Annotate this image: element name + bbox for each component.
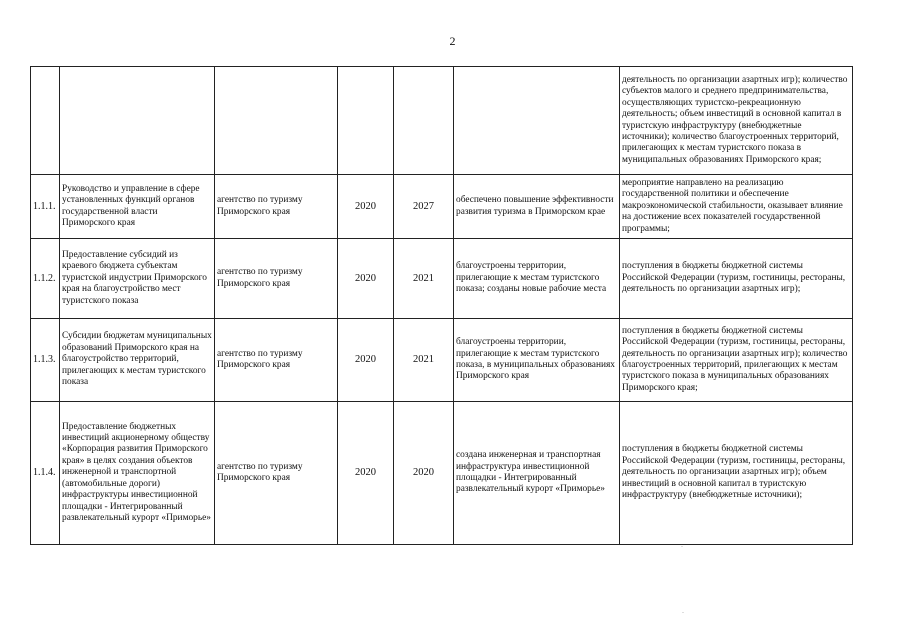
expected-result: обеспечено повышение эффективности развития туризма в Приморском крае bbox=[454, 175, 620, 239]
row-number: 1.1.2. bbox=[31, 239, 60, 319]
start-year: 2020 bbox=[338, 319, 394, 402]
table-row bbox=[31, 67, 853, 175]
row-number: 1.1.3. bbox=[31, 319, 60, 402]
expected-result: благоустроены территории, прилегающие к местам туристского показа, в муниципальных образованиях Приморского края bbox=[454, 319, 620, 402]
end-year: 2027 bbox=[394, 175, 454, 239]
expected-result: благоустроены территории, прилегающие к местам туристского показа; созданы новые рабочие места bbox=[454, 239, 620, 319]
measure-name: Руководство и управление в сфере установленных функций органов государственной власти Приморского края bbox=[60, 175, 215, 239]
scan-speck: . bbox=[681, 540, 683, 549]
indicator-link: мероприятие направлено на реализацию государственной политики и обеспечение макроэкономической стабильности, оказывает влияние на достижение всех показателей государственной программы; bbox=[620, 175, 853, 239]
expected-result: создана инженерная и транспортная инфраструктура инвестиционной площадки - Интегрированный развлекательный курорт «Приморье» bbox=[454, 402, 620, 545]
expected-result bbox=[454, 67, 620, 175]
indicator-link: деятельность по организации азартных игр); количество субъектов малого и среднего предпринимательства, осуществляющих туристско-рекреационную деятельность; объем инвестиций в основной капитал в туристскую инфраструктуру (внебюджетные источники); количество благоустроенных территорий, прилегающих к местам туристского показа в муниципальных образованиях Приморского края; bbox=[620, 67, 853, 175]
end-year: 2021 bbox=[394, 239, 454, 319]
executor: агентство по туризму Приморского края bbox=[215, 175, 338, 239]
start-year: 2020 bbox=[338, 402, 394, 545]
program-measures-table bbox=[30, 66, 853, 545]
executor: агентство по туризму Приморского края bbox=[215, 319, 338, 402]
table-row bbox=[31, 402, 853, 545]
executor: агентство по туризму Приморского края bbox=[215, 402, 338, 545]
page-number: 2 bbox=[449, 34, 456, 48]
measure-name bbox=[60, 67, 215, 175]
indicator-link: поступления в бюджеты бюджетной системы Российской Федерации (туризм, гостиницы, рестораны, деятельность по организации азартных игр); объем инвестиций в основной капитал в туристскую инфраструктуру (внебюджетные источники); bbox=[620, 402, 853, 545]
start-year: 2020 bbox=[338, 239, 394, 319]
row-number: 1.1.1. bbox=[31, 175, 60, 239]
start-year bbox=[338, 67, 394, 175]
end-year: 2021 bbox=[394, 319, 454, 402]
indicator-link: поступления в бюджеты бюджетной системы Российской Федерации (туризм, гостиницы, рестораны, деятельность по организации азартных игр); bbox=[620, 239, 853, 319]
executor: агентство по туризму Приморского края bbox=[215, 239, 338, 319]
executor bbox=[215, 67, 338, 175]
table-row bbox=[31, 175, 853, 239]
end-year: 2020 bbox=[394, 402, 454, 545]
measure-name: Предоставление субсидий из краевого бюджета субъектам туристской индустрии Приморского края на благоустройство мест туристского показа bbox=[60, 239, 215, 319]
row-number: 1.1.4. bbox=[31, 402, 60, 545]
measure-name: Предоставление бюджетных инвестиций акционерному обществу «Корпорация развития Приморского края» в целях создания объектов инженерной и транспортной (автомобильные дороги) инфраструктуры инвестиционной площадки - Интегрированный развлекательный курорт «Приморье» bbox=[60, 402, 215, 545]
row-number bbox=[31, 67, 60, 175]
table-row bbox=[31, 239, 853, 319]
scan-speck: . bbox=[682, 606, 684, 615]
start-year: 2020 bbox=[338, 175, 394, 239]
end-year bbox=[394, 67, 454, 175]
measure-name: Субсидии бюджетам муниципальных образований Приморского края на благоустройство территорий, прилегающих к местам туристского показа bbox=[60, 319, 215, 402]
indicator-link: поступления в бюджеты бюджетной системы Российской Федерации (туризм, гостиницы, рестораны, деятельность по организации азартных игр); количество благоустроенных территорий, прилегающих к местам туристского показа в муниципальных образованиях Приморского края; bbox=[620, 319, 853, 402]
table-row bbox=[31, 319, 853, 402]
